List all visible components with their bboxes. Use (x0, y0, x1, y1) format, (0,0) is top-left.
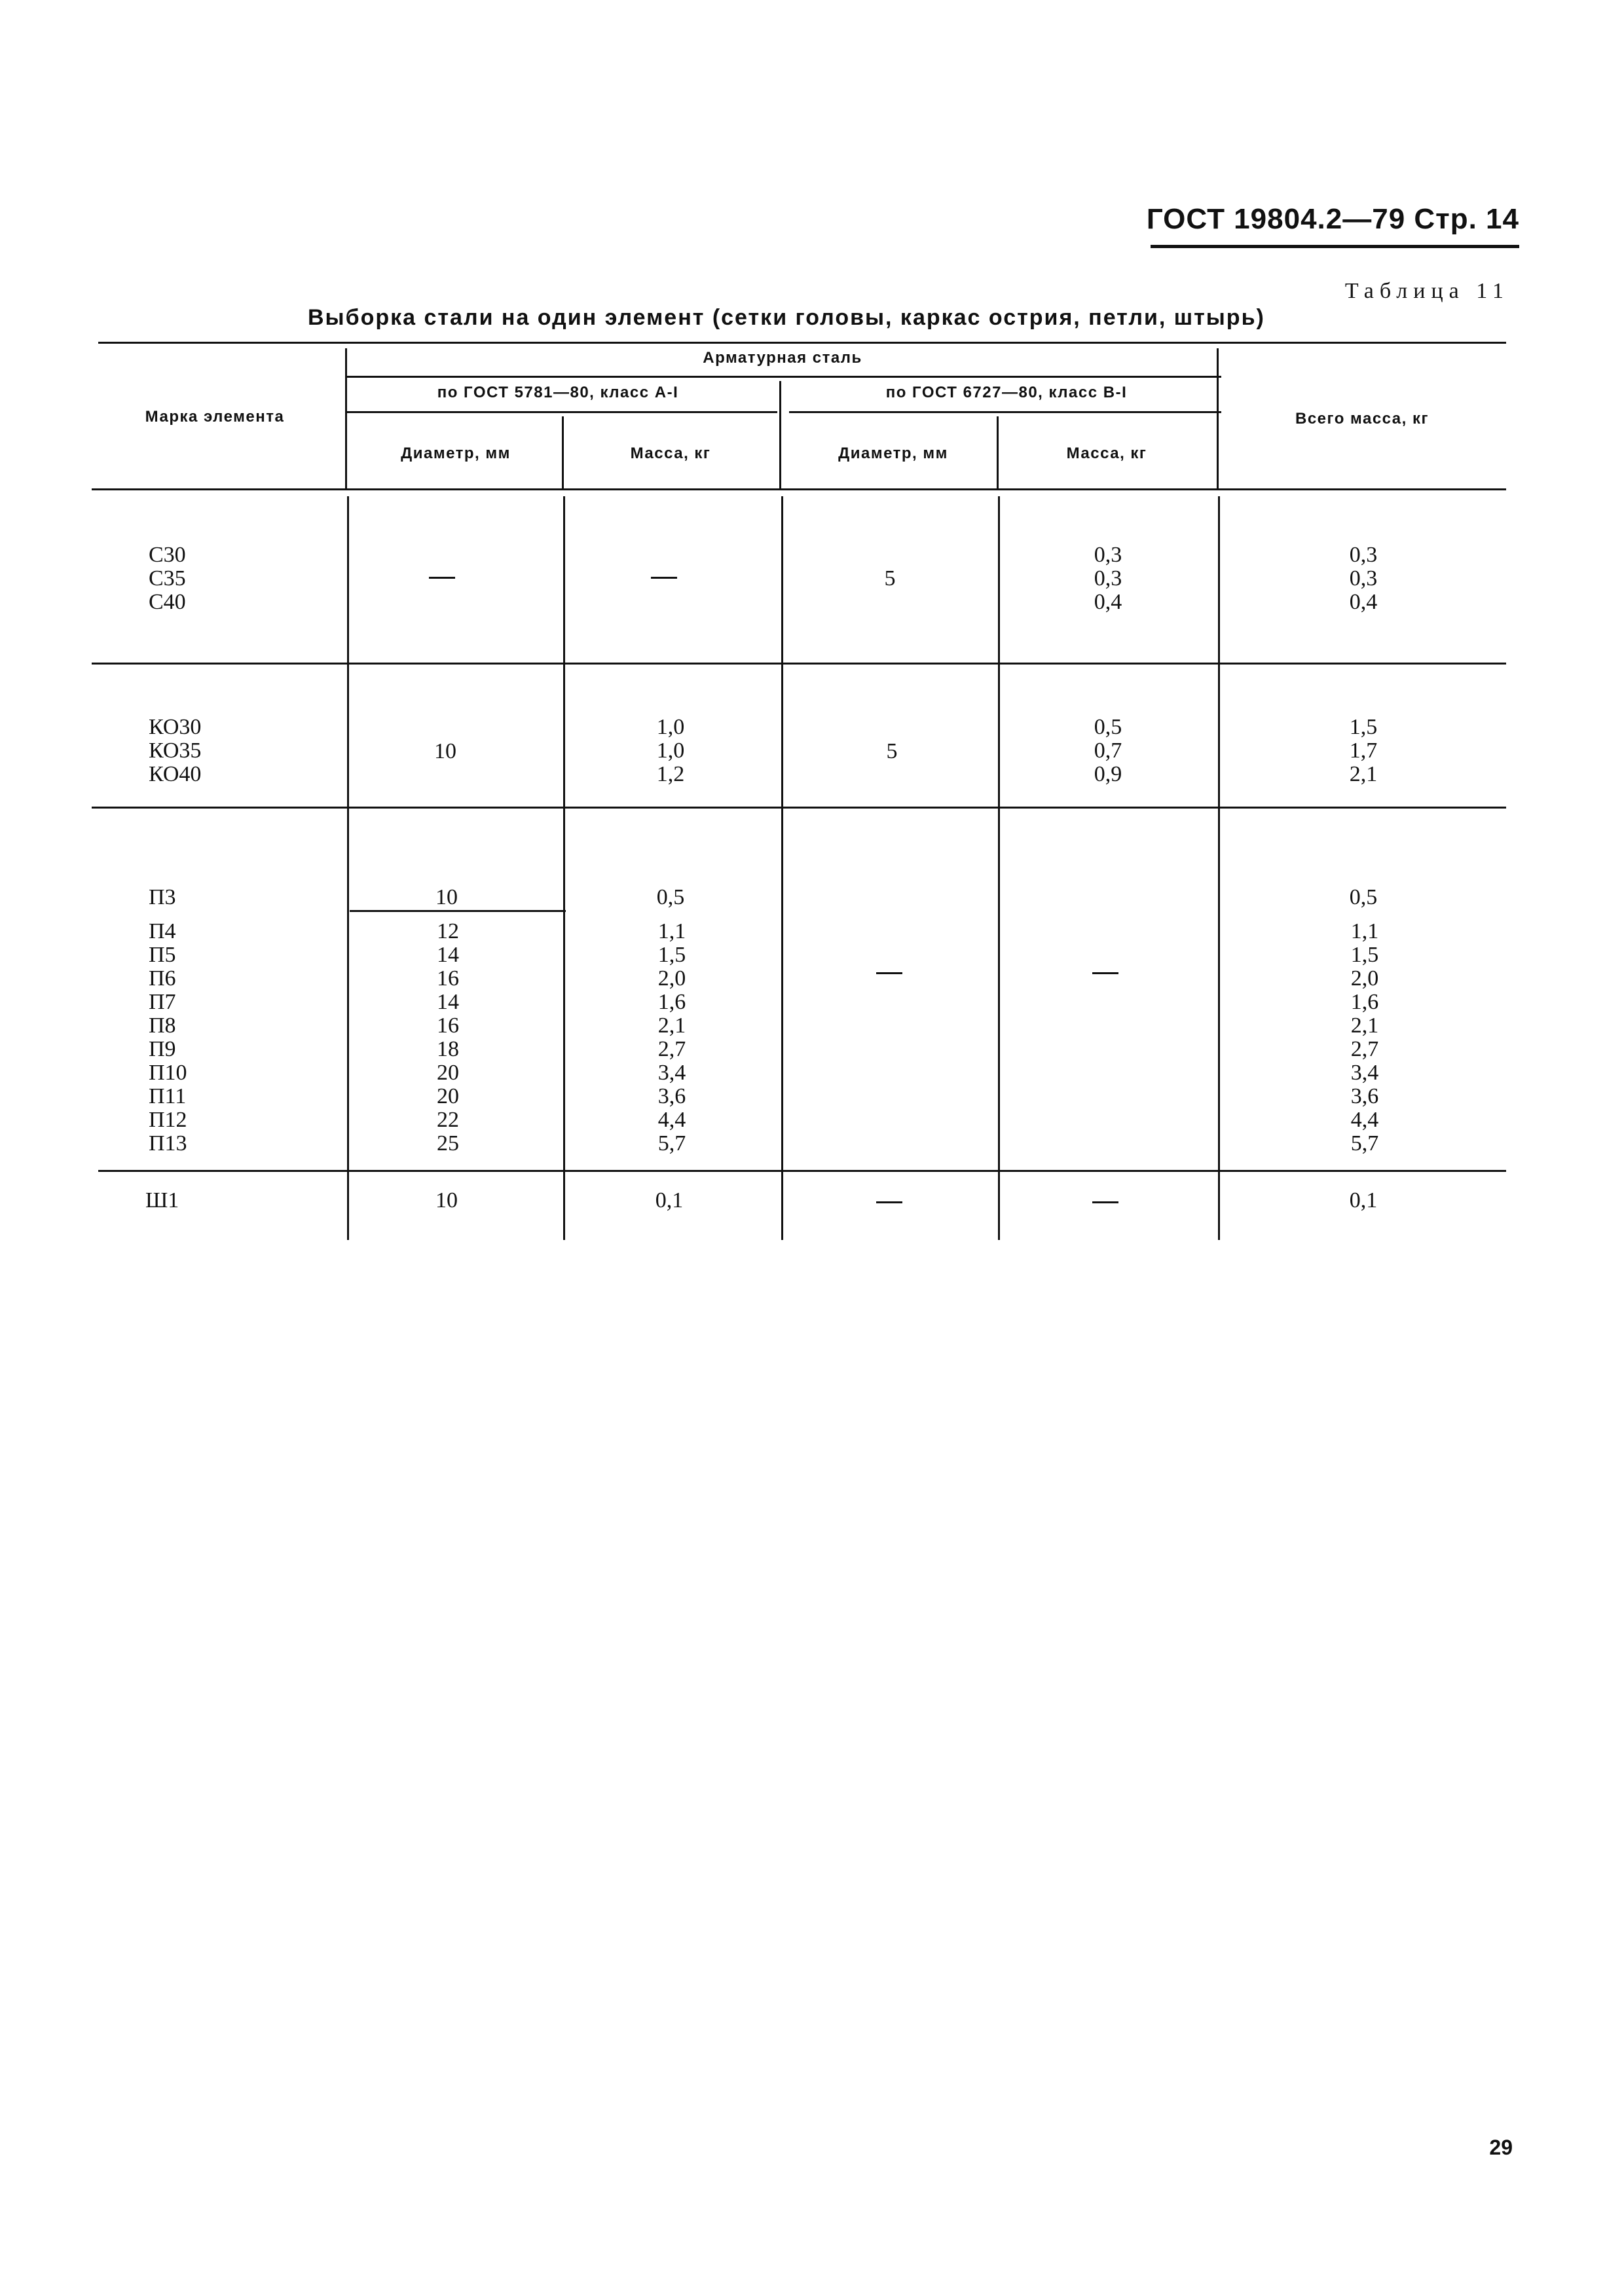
group-divider-2 (92, 807, 1506, 809)
cell-diameter-b (876, 1201, 902, 1203)
table-title: Выборка стали на один элемент (сетки головы, каркас острия, петли, штырь) (308, 305, 1265, 330)
col-header-mass-a: Масса, кг (630, 445, 711, 462)
col-rule-2 (562, 416, 564, 488)
cell-diameter-b: 5 (884, 566, 896, 591)
subheader-rule-a (345, 411, 777, 413)
col-rule-3 (779, 381, 781, 488)
col-rule-2-body (563, 496, 565, 1240)
col-header-diameter-b: Диаметр, мм (838, 445, 948, 462)
cell-total: 1,5 1,7 2,1 (1349, 715, 1378, 786)
cell-mass-b (1092, 1201, 1118, 1203)
cell-total: 0,3 0,3 0,4 (1349, 543, 1378, 614)
col-header-group-b: по ГОСТ 6727—80, класс В-I (885, 384, 1128, 401)
cell-mass-b (1092, 972, 1118, 974)
cell-marks: С30 С35 С40 (149, 543, 186, 614)
cell-diameter-a: 10 (434, 739, 456, 763)
col-header-rebar-steel: Арматурная сталь (703, 349, 862, 367)
page-number: 29 (1489, 2136, 1513, 2159)
p3-divider (350, 910, 566, 912)
col-rule-5-body (1218, 496, 1220, 1240)
cell-mass-b: 0,3 0,3 0,4 (1094, 543, 1122, 614)
col-header-element-mark: Марка элемента (145, 408, 285, 426)
cell-mass-a (651, 577, 677, 579)
cell-total: 1,1 1,5 2,0 1,6 2,1 2,7 3,4 3,6 4,4 5,7 (1350, 919, 1379, 1156)
cell-mark-p3: П3 (149, 885, 176, 909)
col-header-diameter-a: Диаметр, мм (401, 445, 511, 462)
cell-mass-a: 0,1 (655, 1188, 684, 1212)
cell-diameter-a: 10 (435, 1188, 458, 1212)
col-header-mass-b: Масса, кг (1066, 445, 1147, 462)
col-rule-1-body (347, 496, 349, 1240)
cell-marks: Ш1 (145, 1188, 179, 1212)
col-rule-5 (1217, 348, 1219, 488)
cell-marks: КО30 КО35 КО40 (149, 715, 202, 786)
subheader-rule-b (789, 411, 1221, 413)
cell-marks: П4 П5 П6 П7 П8 П9 П10 П11 П12 П13 (149, 919, 187, 1156)
cell-total-p3: 0,5 (1349, 885, 1378, 909)
cell-diameter-b: 5 (886, 739, 898, 763)
table-label: Таблица 11 (1344, 279, 1509, 303)
header-rule (1151, 245, 1519, 248)
col-header-total-mass: Всего масса, кг (1295, 410, 1429, 428)
group-divider-1 (92, 663, 1506, 665)
col-rule-4 (997, 416, 999, 488)
col-rule-4-body (998, 496, 1000, 1240)
col-rule-3-body (781, 496, 783, 1240)
group-divider-3 (98, 1170, 1506, 1172)
table-top-rule (98, 342, 1506, 344)
gost-page-header: ГОСТ 19804.2—79 Стр. 14 (1146, 203, 1519, 235)
cell-diameter-a: 12 14 16 14 16 18 20 20 22 25 (437, 919, 459, 1156)
cell-diameter-a-p3: 10 (435, 885, 458, 909)
cell-diameter-a (429, 577, 455, 579)
group-header-rule (345, 376, 1221, 378)
cell-mass-b: 0,5 0,7 0,9 (1094, 715, 1122, 786)
col-header-group-a: по ГОСТ 5781—80, класс А-I (437, 384, 679, 401)
header-bottom-rule (92, 488, 1506, 490)
cell-mass-a: 1,1 1,5 2,0 1,6 2,1 2,7 3,4 3,6 4,4 5,7 (657, 919, 686, 1156)
cell-total: 0,1 (1349, 1188, 1378, 1212)
col-rule-1 (345, 348, 347, 488)
cell-mass-a: 1,0 1,0 1,2 (656, 715, 685, 786)
cell-diameter-b (876, 972, 902, 974)
cell-mass-a-p3: 0,5 (656, 885, 685, 909)
